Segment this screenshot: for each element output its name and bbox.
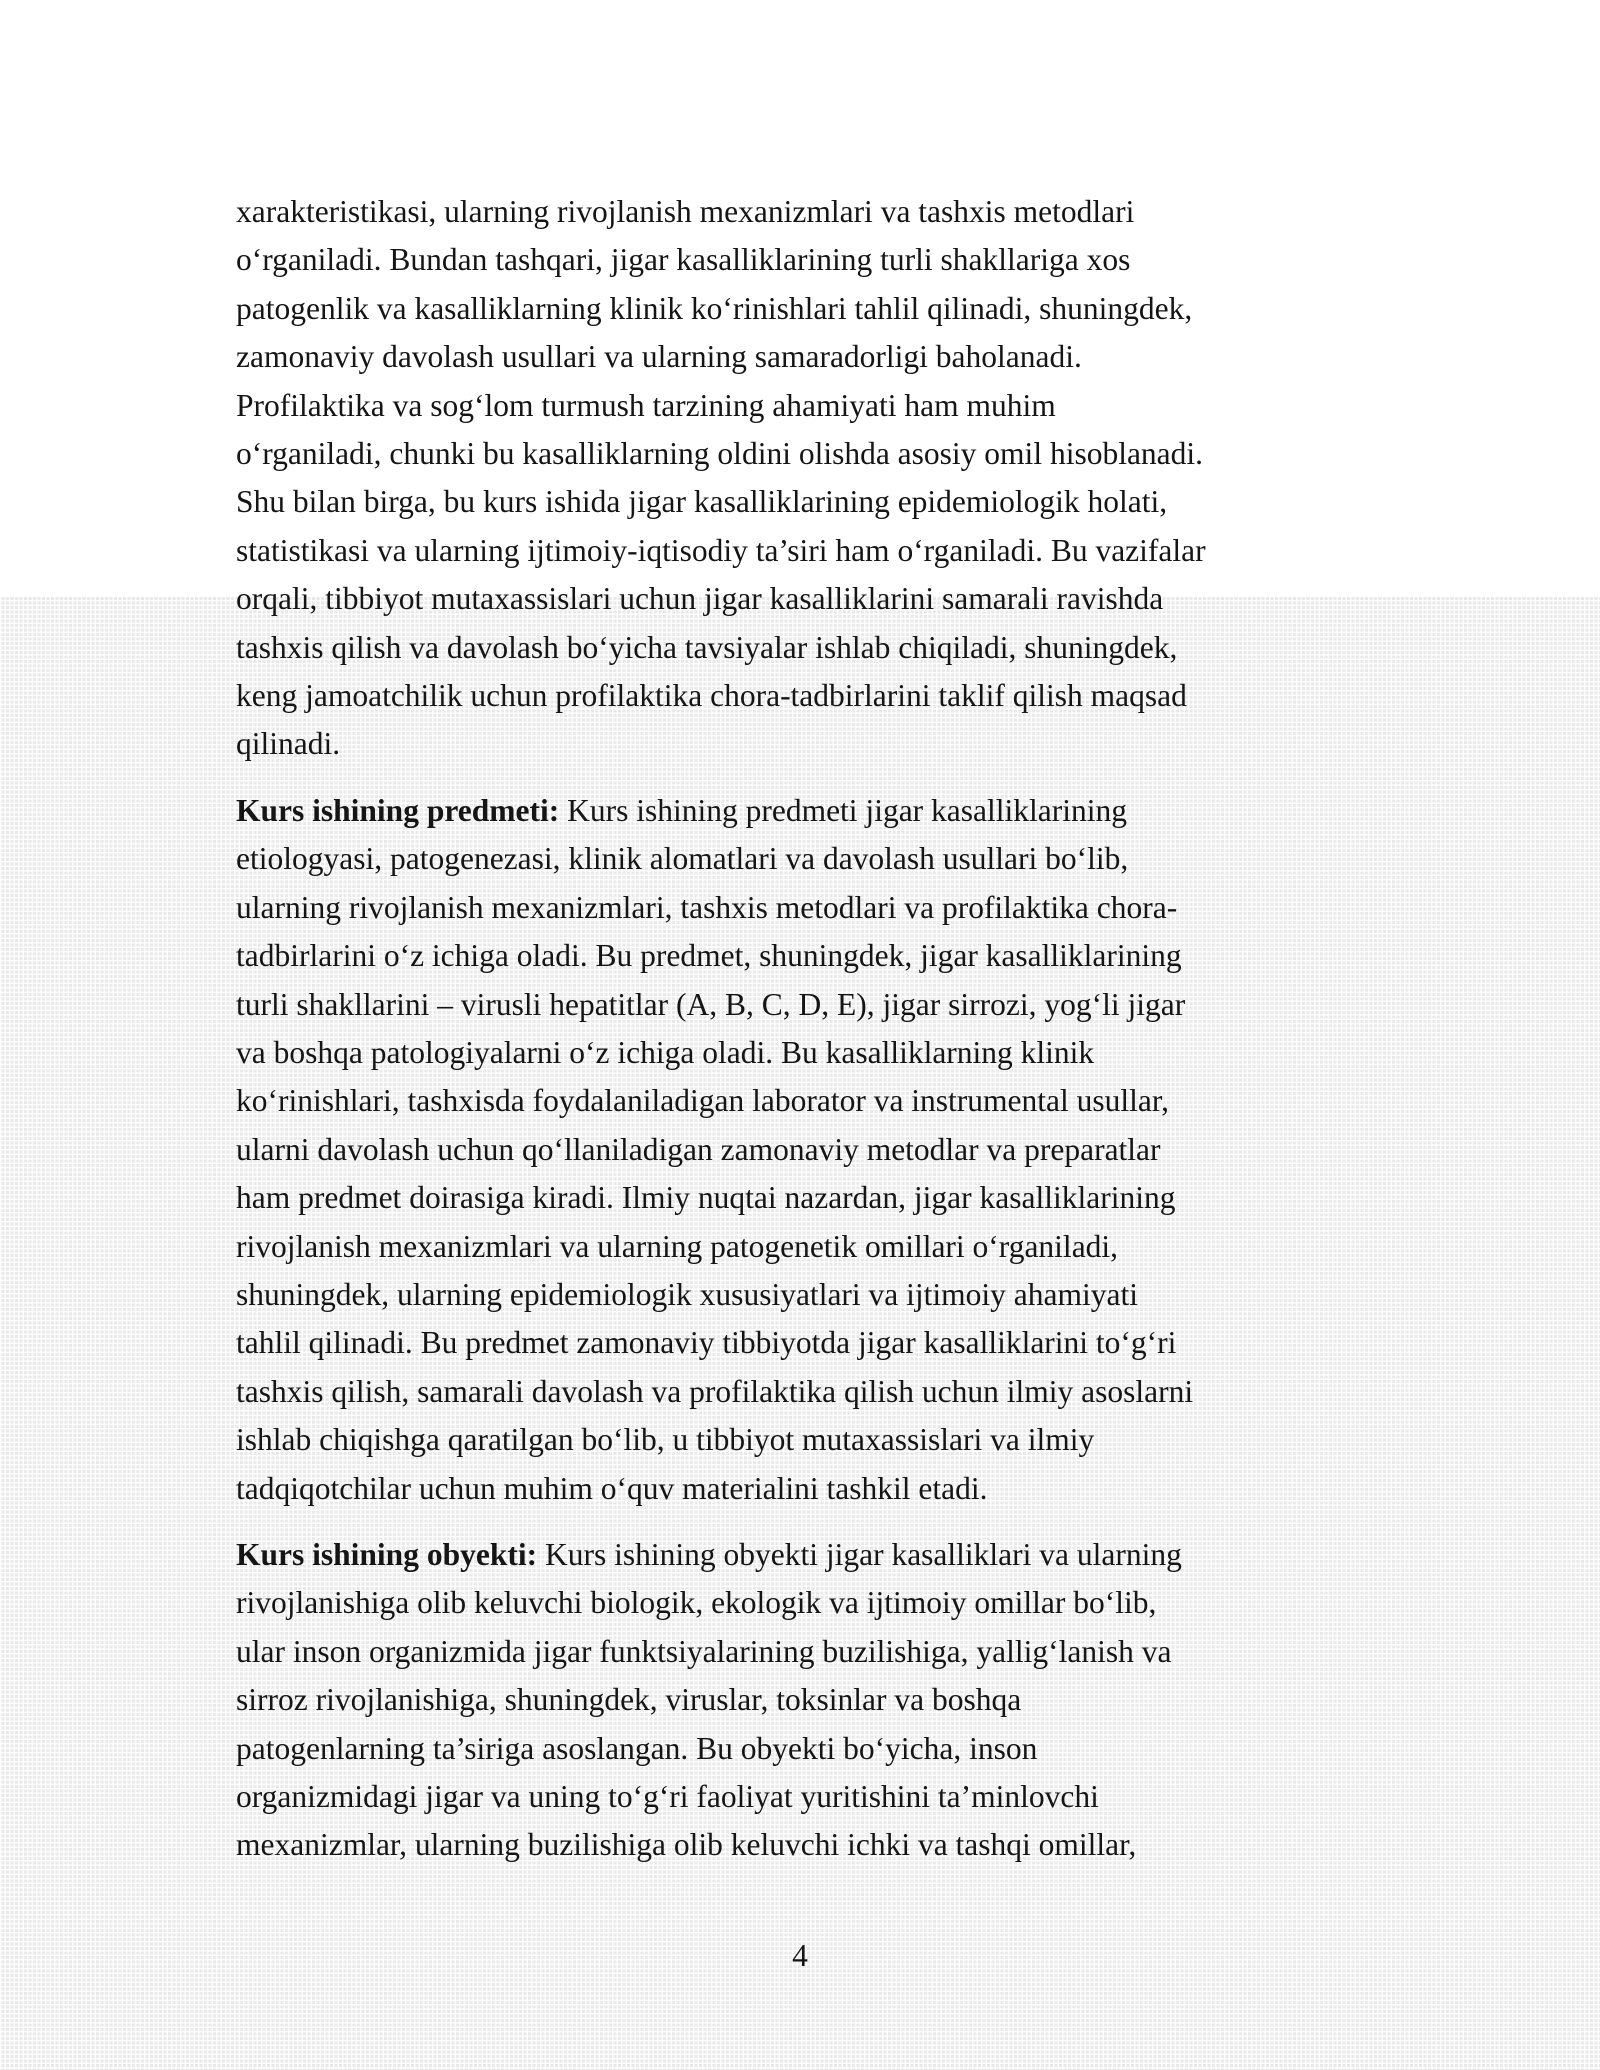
object-first-line: Kurs ishining obyekti jigar kasalliklari va ularning	[537, 1536, 1182, 1572]
object-heading: Kurs ishining obyekti:	[236, 1536, 538, 1572]
paragraph-subject	[236, 787, 1366, 1513]
text-line: etiologyasi, patogenezasi, klinik alomatlari va davolash usullari bo‘lib,	[236, 841, 1129, 877]
text-line: shuningdek, ularning epidemiologik xususiyatlari va ijtimoiy ahamiyati	[236, 1276, 1138, 1312]
text-line: tadbirlarini o‘z ichiga oladi. Bu predmet, shuningdek, jigar kasalliklarining	[236, 938, 1182, 974]
text-line: rivojlanishiga olib keluvchi biologik, ekologik va ijtimoiy omillar bo‘lib,	[236, 1585, 1157, 1621]
text-line	[236, 1531, 1366, 1579]
text-line: statistikasi va ularning ijtimoiy-iqtisodiy ta’siri ham o‘rganiladi. Bu vazifalar	[236, 532, 1206, 568]
text-line: ular inson organizmida jigar funktsiyalarining buzilishiga, yallig‘lanish va	[236, 1633, 1172, 1669]
text-line: o‘rganiladi, chunki bu kasalliklarning oldini olishda asosiy omil hisoblanadi.	[236, 436, 1204, 472]
text-line: sirroz rivojlanishiga, shuningdek, viruslar, toksinlar va boshqa	[236, 1682, 1022, 1718]
paragraph-object	[236, 1531, 1366, 1870]
text-line: patogenlarning ta’siriga asoslangan. Bu obyekti bo‘yicha, inson	[236, 1730, 1038, 1766]
text-line: o‘rganiladi. Bundan tashqari, jigar kasalliklarining turli shakllariga xos	[236, 242, 1131, 278]
text-line: turli shakllarini – virusli hepatitlar (A, B, C, D, E), jigar sirrozi, yog‘li jigar	[236, 986, 1186, 1022]
text-line: mexanizmlar, ularning buzilishiga olib keluvchi ichki va tashqi omillar,	[236, 1827, 1137, 1863]
text-line: ularning rivojlanish mexanizmlari, tashxis metodlari va profilaktika chora-	[236, 889, 1178, 925]
text-line: ko‘rinishlari, tashxisda foydalaniladigan laborator va instrumental usullar,	[236, 1083, 1169, 1119]
text-line: Profilaktika va sog‘lom turmush tarzining ahamiyati ham muhim	[236, 387, 1056, 423]
text-line: patogenlik va kasalliklarning klinik ko‘rinishlari tahlil qilinadi, shuningdek,	[236, 290, 1193, 326]
text-line: tahlil qilinadi. Bu predmet zamonaviy tibbiyotda jigar kasalliklarini to‘g‘ri	[236, 1325, 1177, 1361]
text-line: va boshqa patologiyalarni o‘z ichiga oladi. Bu kasalliklarning klinik	[236, 1034, 1095, 1070]
text-line: zamonaviy davolash usullari va ularning samaradorligi baholanadi.	[236, 339, 1082, 375]
document-body	[236, 188, 1366, 1870]
text-line: Shu bilan birga, bu kurs ishida jigar kasalliklarining epidemiologik holati,	[236, 484, 1168, 520]
text-line: organizmidagi jigar va uning to‘g‘ri faoliyat yuritishini ta’minlovchi	[236, 1779, 1099, 1814]
text-line: keng jamoatchilik uchun profilaktika chora-tadbirlarini taklif qilish maqsad	[236, 678, 1187, 714]
text-line: rivojlanish mexanizmlari va ularning patogenetik omillari o‘rganiladi,	[236, 1228, 1119, 1264]
subject-heading: Kurs ishining predmeti:	[236, 792, 560, 828]
text-line: tashxis qilish, samarali davolash va profilaktika qilish uchun ilmiy asoslarni	[236, 1373, 1194, 1409]
text-line: qilinadi.	[236, 726, 341, 762]
text-line: tashxis qilish va davolash bo‘yicha tavsiyalar ishlab chiqiladi, shuningdek,	[236, 629, 1178, 665]
text-line: xarakteristikasi, ularning rivojlanish mexanizmlari va tashxis metodlari	[236, 194, 1135, 229]
text-line: ham predmet doirasiga kiradi. Ilmiy nuqtai nazardan, jigar kasalliklarining	[236, 1180, 1176, 1216]
text-line: ishlab chiqishga qaratilgan bo‘lib, u tibbiyot mutaxassislari va ilmiy	[236, 1422, 1095, 1458]
page-number: 4	[792, 1938, 808, 1973]
text-line	[236, 787, 1366, 835]
text-line: tadqiqotchilar uchun muhim o‘quv materialini tashkil etadi.	[236, 1470, 988, 1506]
paragraph-intro	[236, 188, 1366, 769]
text-line: orqali, tibbiyot mutaxassislari uchun jigar kasalliklarini samarali ravishda	[236, 581, 1164, 617]
text-line: ularni davolash uchun qo‘llaniladigan zamonaviy metodlar va preparatlar	[236, 1131, 1161, 1167]
subject-first-line: Kurs ishining predmeti jigar kasalliklarining	[559, 792, 1127, 828]
